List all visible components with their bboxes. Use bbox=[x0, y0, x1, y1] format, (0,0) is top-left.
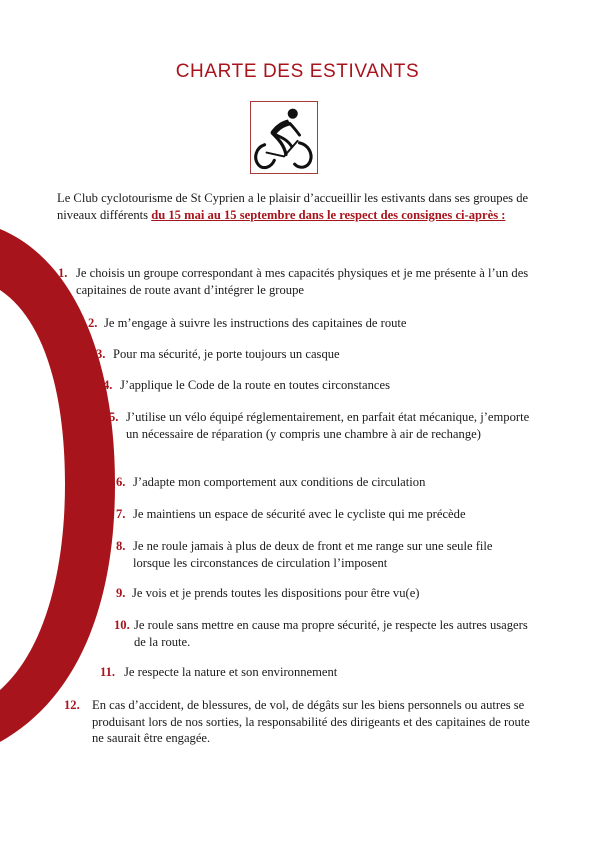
rule-number: 2. bbox=[88, 316, 98, 330]
cyclist-icon bbox=[251, 102, 317, 173]
rule-text: Je roule sans mettre en cause ma propre sécurité, je respecte les autres usagers de la route. bbox=[134, 618, 528, 649]
rule-item-5 bbox=[109, 409, 530, 442]
rule-item-4 bbox=[103, 377, 530, 394]
rule-text: J’adapte mon comportement aux conditions de circulation bbox=[133, 475, 426, 489]
rule-item-10 bbox=[114, 617, 530, 650]
rule-item-9 bbox=[116, 585, 530, 602]
rule-text: Pour ma sécurité, je porte toujours un casque bbox=[113, 347, 340, 361]
rule-item-1 bbox=[58, 265, 530, 298]
rule-text: Je ne roule jamais à plus de deux de front et me range sur une seule file lorsque les circonstances de circulation l’imposent bbox=[133, 539, 493, 570]
rule-text: Je maintiens un espace de sécurité avec le cycliste qui me précède bbox=[133, 507, 466, 521]
rule-text: Je vois et je prends toutes les dispositions pour être vu(e) bbox=[132, 586, 420, 600]
rule-item-3 bbox=[96, 346, 530, 363]
rule-number: 1. bbox=[58, 266, 68, 280]
rule-item-6 bbox=[116, 474, 530, 491]
rule-number: 3. bbox=[96, 347, 106, 361]
rule-text: Je respecte la nature et son environnement bbox=[124, 665, 338, 679]
rule-text: En cas d’accident, de blessures, de vol, de dégâts sur les biens personnels ou autres se produisant lors de nos sorties, la responsabilité des dirigeants et des capitaines de route ne saurait être engagée. bbox=[92, 698, 530, 745]
rule-item-2 bbox=[88, 315, 530, 332]
intro-text: Le Club cyclotourisme de St Cyprien a le plaisir d’accueillir les estivants dans ses groupes de niveaux différents bbox=[57, 191, 529, 222]
intro-date-range: du 15 mai au 15 septembre dans le respect des consignes ci-après : bbox=[151, 207, 506, 222]
rule-number: 12. bbox=[64, 698, 80, 712]
rule-number: 7. bbox=[116, 507, 126, 521]
rule-number: 8. bbox=[116, 539, 126, 553]
rule-item-8 bbox=[116, 538, 530, 571]
rule-item-12 bbox=[64, 697, 530, 747]
rule-text: Je m’engage à suivre les instructions des capitaines de route bbox=[104, 316, 407, 330]
intro-paragraph bbox=[57, 190, 530, 223]
rule-text: Je choisis un groupe correspondant à mes capacités physiques et je me présente à l’un des capitaines de route avant d’intégrer le groupe bbox=[76, 266, 529, 297]
rule-number: 11. bbox=[100, 665, 116, 679]
rule-number: 9. bbox=[116, 586, 126, 600]
rule-number: 5. bbox=[109, 410, 119, 424]
rule-number: 4. bbox=[103, 378, 113, 392]
rule-text: J’utilise un vélo équipé réglementairement, en parfait état mécanique, j’emporte un nécessaire de réparation (y compris une chambre à air de rechange) bbox=[126, 410, 530, 441]
page-title: CHARTE DES ESTIVANTS bbox=[175, 61, 420, 82]
rule-text: J’applique le Code de la route en toutes circonstances bbox=[120, 378, 390, 392]
cyclist-logo bbox=[250, 101, 318, 174]
rule-number: 6. bbox=[116, 475, 126, 489]
rule-item-7 bbox=[116, 506, 530, 523]
rule-item-11 bbox=[100, 664, 530, 681]
rule-number: 10. bbox=[114, 618, 130, 632]
